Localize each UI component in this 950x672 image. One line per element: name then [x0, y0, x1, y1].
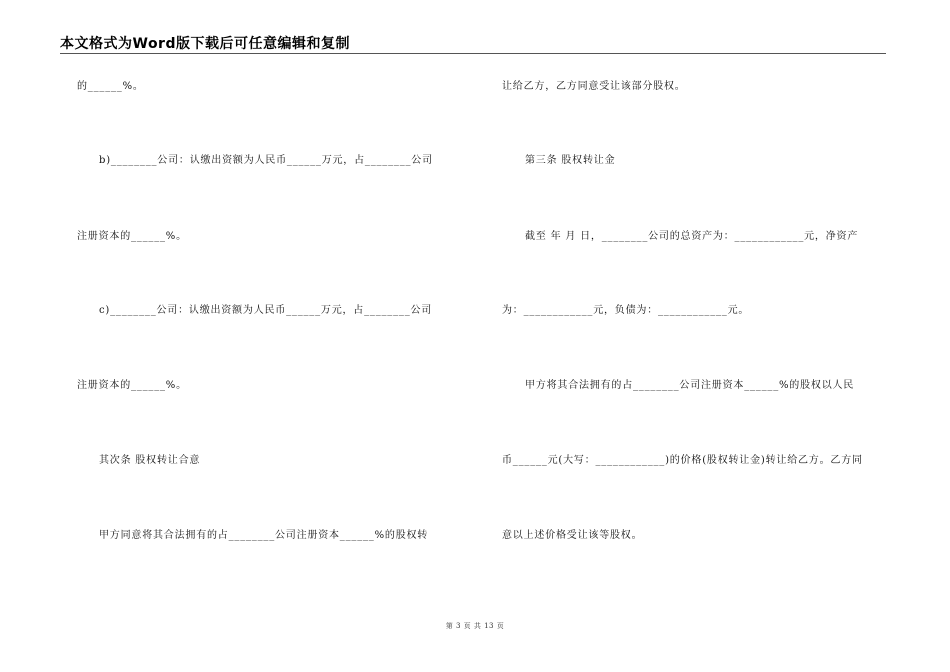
right-section-heading-3: 第三条 股权转让金	[525, 155, 616, 166]
header-divider	[60, 53, 886, 54]
right-line-6: 币______元(大写：____________)的价格(股权转让金)转让给乙方。乙方同	[502, 455, 863, 466]
page-number-footer: 第 3 页 共 13 页	[445, 622, 505, 630]
left-line-4: c)________公司：认缴出资额为人民币______万元，占________公司	[99, 305, 433, 316]
right-line-7: 意以上述价格受让该等股权。	[502, 530, 643, 541]
document-header-title: 本文格式为Word版下载后可任意编辑和复制	[60, 36, 350, 52]
left-line-7: 甲方同意将其合法拥有的占________公司注册资本______%的股权转	[99, 530, 429, 541]
left-line-5: 注册资本的______%。	[77, 380, 187, 391]
left-line-1: 的______%。	[77, 81, 144, 92]
right-line-5: 甲方将其合法拥有的占________公司注册资本______%的股权以人民	[525, 380, 855, 391]
left-section-heading-2: 其次条 股权转让合意	[99, 455, 201, 466]
right-line-1: 让给乙方，乙方同意受让该部分股权。	[502, 81, 686, 92]
left-line-3: 注册资本的______%。	[77, 231, 187, 242]
left-line-2: b)________公司：认缴出资额为人民币______万元，占________公司	[99, 155, 433, 166]
right-line-4: 为：____________元，负债为：____________元。	[502, 305, 750, 316]
right-line-3: 截至 年 月 日，________公司的总资产为：____________元，净资产	[525, 231, 859, 242]
